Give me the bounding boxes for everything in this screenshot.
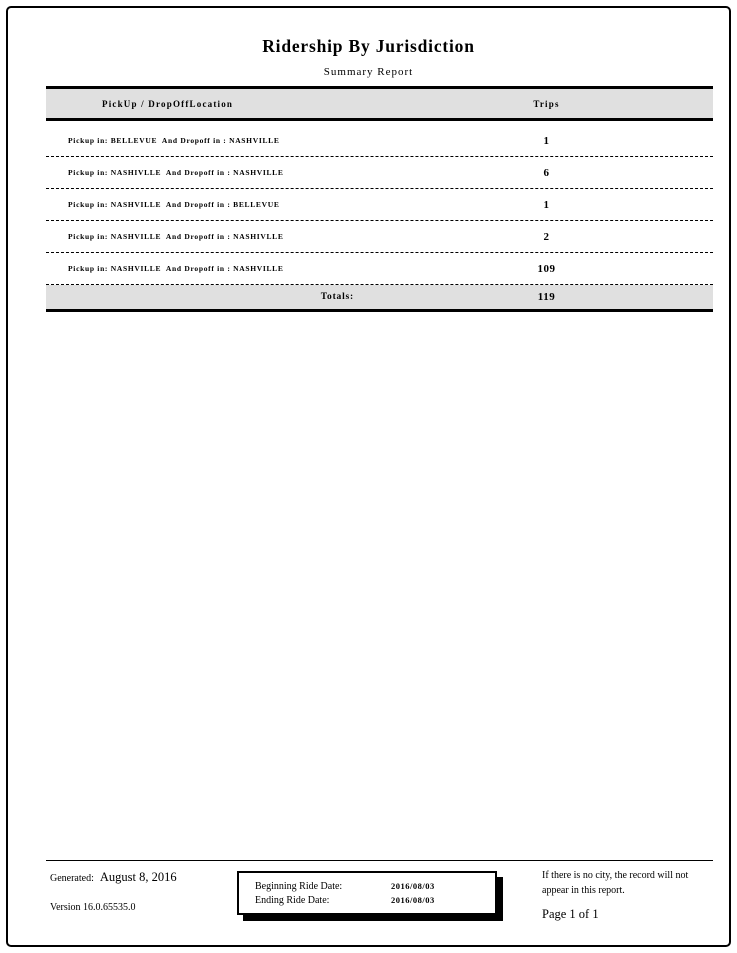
footer-divider: [46, 860, 713, 861]
row-location: Pickup in: NASHVILLE And Dropoff in : NASHIVLLE: [68, 232, 284, 241]
totals-row: [46, 285, 713, 312]
row-trips: 109: [537, 262, 556, 275]
totals-value: 119: [537, 291, 556, 303]
row-location: Pickup in: NASHVILLE And Dropoff in : BELLEVUE: [68, 200, 280, 209]
row-trips: 1: [543, 198, 550, 211]
row-location: Pickup in: NASHIVLLE And Dropoff in : NASHVILLE: [68, 168, 284, 177]
ending-ride-date-row: [239, 895, 495, 906]
column-header-location: PickUp / DropOffLocation: [102, 98, 234, 109]
table-row: [46, 221, 713, 253]
ridership-table: [46, 86, 713, 312]
version-text: Version 16.0.65535.0: [50, 902, 136, 913]
footer-right: [542, 869, 716, 923]
row-trips: 1: [543, 134, 550, 147]
generated-text: [50, 870, 177, 885]
footer-note: If there is no city, the record will not appear in this report.: [542, 870, 689, 896]
table-body: [46, 121, 713, 285]
report-title: Ridership By Jurisdiction: [262, 36, 475, 56]
totals-label: Totals:: [320, 292, 354, 302]
page-number: Page 1 of 1: [542, 907, 599, 921]
generated-value: August 8, 2016: [99, 870, 177, 884]
row-location: Pickup in: NASHVILLE And Dropoff in : NASHVILLE: [68, 264, 284, 273]
beginning-ride-date-label: Beginning Ride Date:: [255, 880, 343, 892]
row-trips: 2: [543, 230, 550, 243]
report-subtitle: Summary Report: [323, 66, 414, 78]
beginning-ride-date-value: 2016/08/03: [391, 881, 435, 891]
row-trips: 6: [543, 166, 550, 179]
ending-ride-date-label: Ending Ride Date:: [255, 894, 330, 906]
table-row: [46, 253, 713, 285]
ride-date-box: [237, 871, 497, 915]
row-location: Pickup in: BELLEVUE And Dropoff in : NASHVILLE: [68, 136, 280, 145]
table-row: [46, 189, 713, 221]
table-row: [46, 157, 713, 189]
generated-label: Generated:: [50, 873, 94, 884]
table-row: [46, 125, 713, 157]
column-header-trips: Trips: [533, 98, 560, 109]
beginning-ride-date-row: [239, 881, 495, 892]
ending-ride-date-value: 2016/08/03: [391, 895, 435, 905]
table-header: [46, 86, 713, 121]
